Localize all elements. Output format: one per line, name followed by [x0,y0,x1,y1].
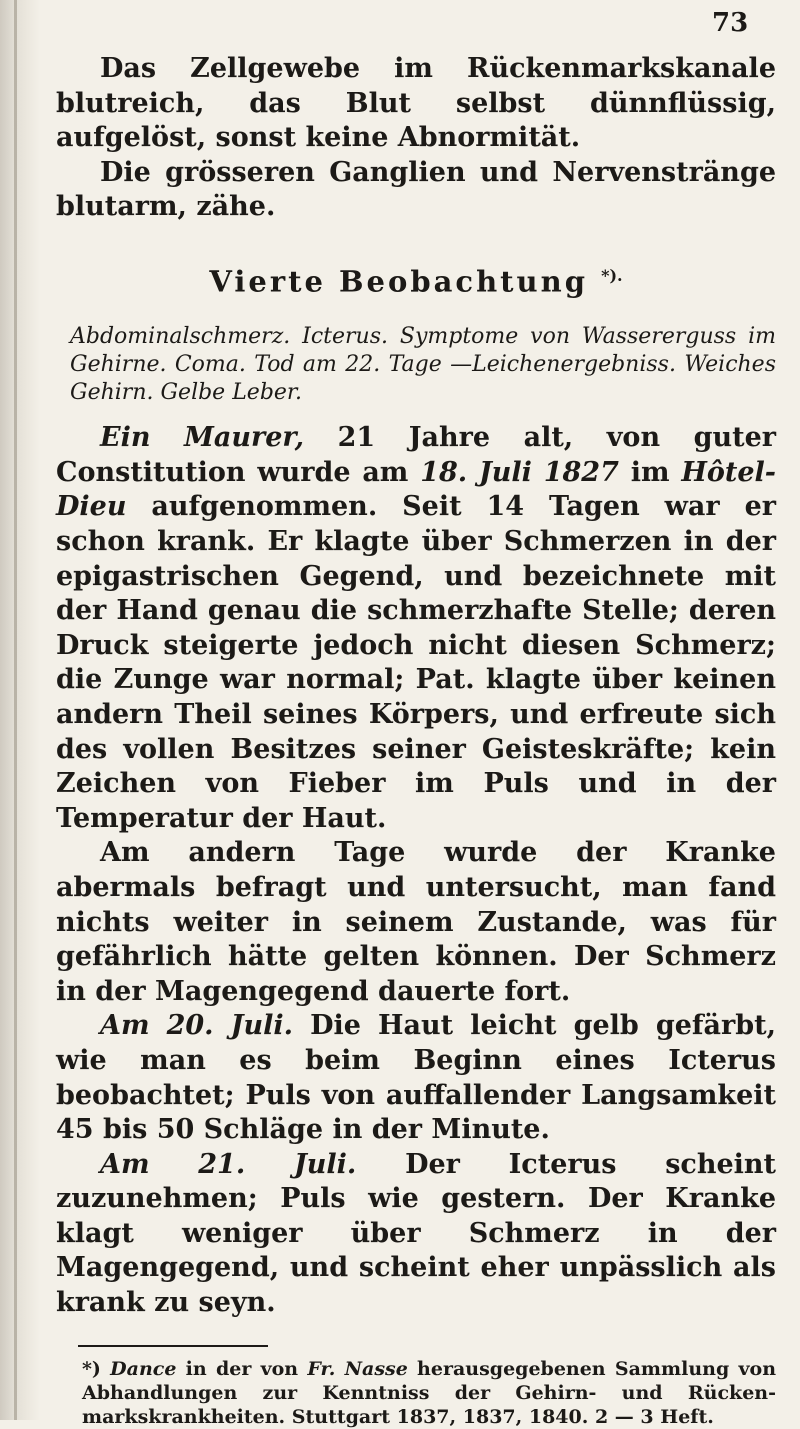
paragraph-text: im [618,456,682,488]
paragraph-spinal-canal: Das Zellgewebe im Rückenmarkskanale blutreich, das Blut selbst dünnflüssig, aufgelöst, sonst keine Abnormität. [56,53,776,154]
footnote-text: herausgegebenen Sammlung von Abhandlungen zur Kenntniss der Gehirn- und Rücken-markskrankheiten. Stuttgart 1837, 1837, 1840. 2 — 3 Heft. [82,1357,777,1428]
footnote-editor: Fr. Nasse [307,1357,408,1380]
paragraph-text: aufgenommen. Seit 14 Tagen war er schon krank. Er klagte über Schmerzen in der epigastrischen Gegend, und bezeichnete mit der Hand genau die schmerzhafte Stelle; deren Druck steigerte jedoch nicht diesen Schmerz; die Zunge war normal; Pat. klagte über keinen andern Theil seines Körpers, und erfreute sich des vollen Besitzes seiner Geisteskräfte; kein Zeichen von Fieber im Puls und in der Temperatur der Haut. [56,491,776,834]
paragraph-text: Der Icterus scheint zuzunehmen; Puls wie gestern. Der Kranke klagt weniger über Schmerz in der Magengegend, und scheint eher unpässlich als krank zu seyn. [56,1148,776,1319]
paragraph-july-21 [56,1148,776,1321]
paragraph-next-day: Am andern Tage wurde der Kranke abermals befragt und untersucht, man fand nichts weiter in seinem Zustande, was für gefährlich hätte gelten können. Der Schmerz in der Magengegend dauerte fort. [56,837,776,1007]
footnote-marker: *) [82,1357,111,1380]
paragraph-text: 21 Jahre alt, von guter Constitution wurde am [56,422,776,488]
paragraph-ganglia: Die grösseren Ganglien und Nervenstränge blutarm, zähe. [56,156,776,223]
footnote-divider [78,1345,268,1347]
gutter-line [14,0,17,1420]
page-number: 73 [712,8,749,38]
footnote-text: in der von [176,1357,308,1380]
admission-date: 18. Juli 1827 [420,456,619,488]
hospital-name: Hôtel-Dieu [56,456,776,523]
paragraph-lead: Ein Maurer, [100,422,305,454]
paragraph-july-20 [56,1009,776,1147]
section-heading-title: Vierte Beobachtung [209,264,588,299]
page-body [56,52,776,1429]
date-lead: Am 20. Juli. [100,1010,293,1042]
paragraph-text: Die Haut leicht gelb gefärbt, wie man es beim Beginn eines Icterus beobachtet; Puls von auffallender Langsamkeit 45 bis 50 Schläge in der Minute. [56,1010,776,1146]
book-binding-edge [0,0,40,1420]
section-heading [56,259,776,299]
footnote-reference: *). [601,265,623,285]
footnote-author: Dance [110,1357,177,1380]
paragraph-admission [56,421,776,836]
date-lead: Am 21. Juli. [100,1148,357,1180]
footnote [56,1357,776,1429]
case-summary: Abdominalschmerz. Icterus. Symptome von Wassererguss im Gehirne. Coma. Tod am 22. Tage —Leichenergebniss. Weiches Gehirn. Gelbe Leber. [70,324,776,406]
